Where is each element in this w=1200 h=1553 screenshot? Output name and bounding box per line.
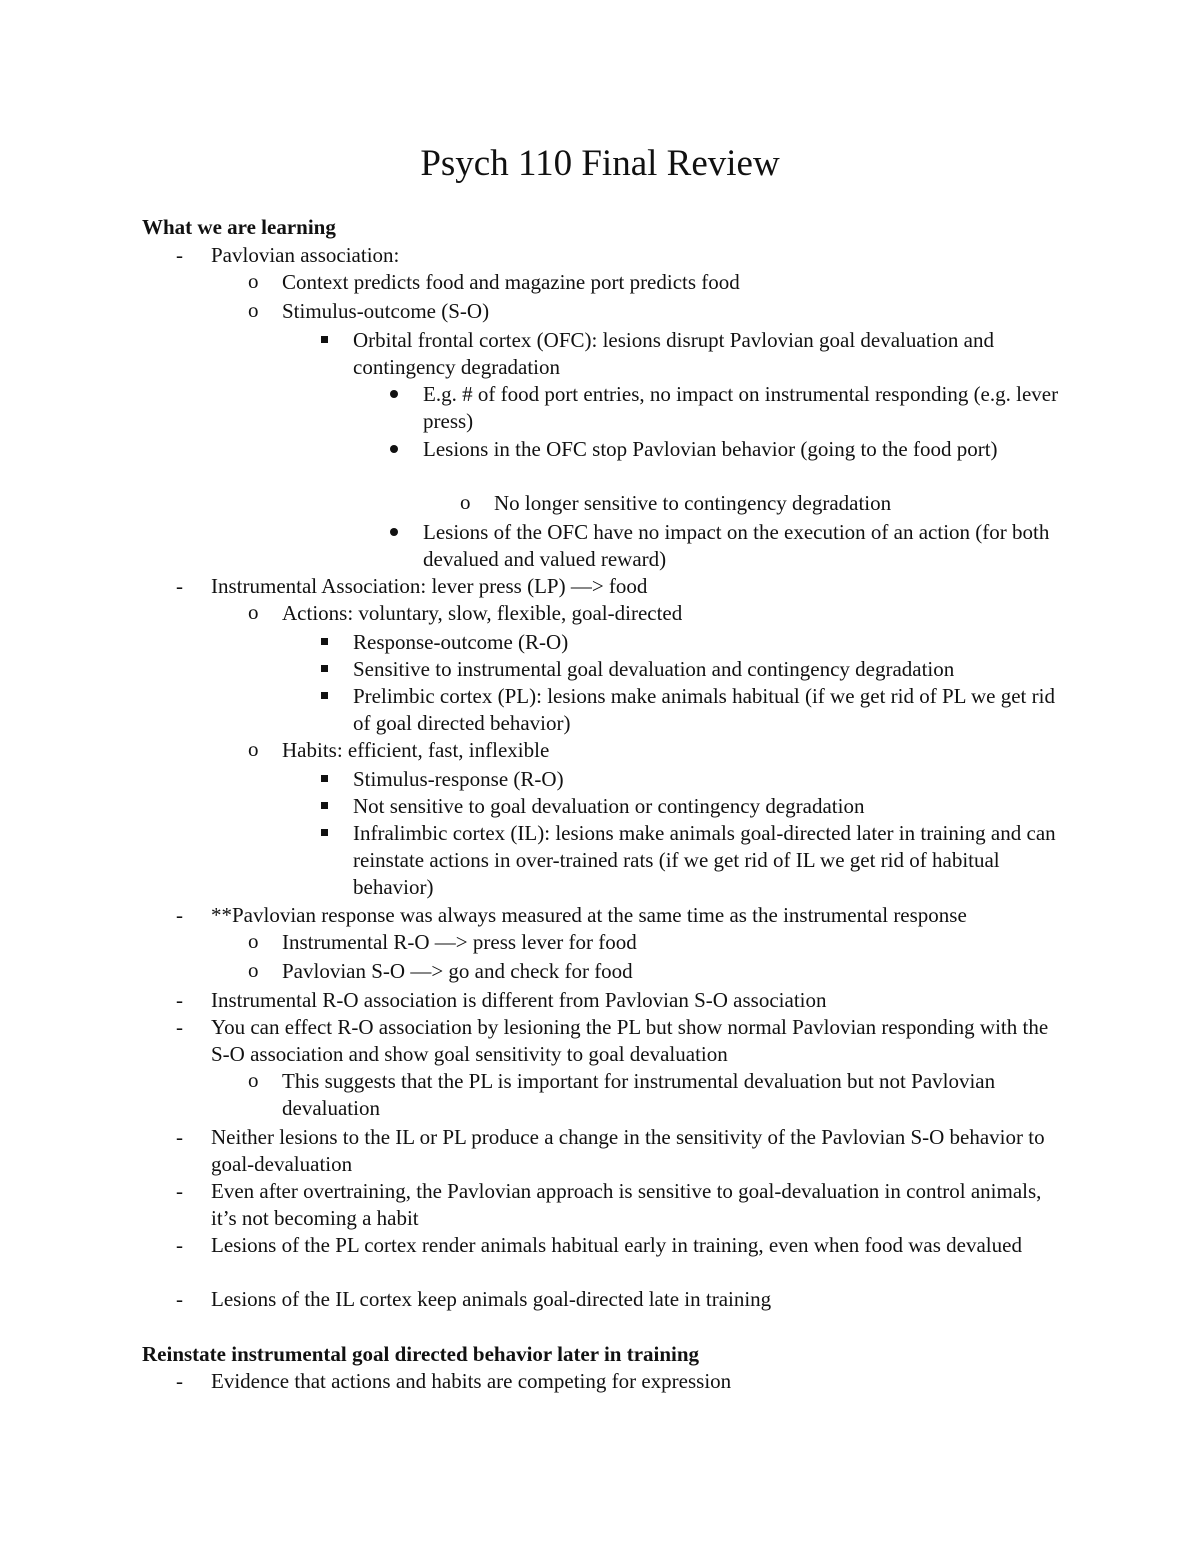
square-bullet: [321, 665, 328, 672]
list-item: - Instrumental R-O association is different from Pavlovian S-O association: [176, 988, 827, 1012]
list-item: Orbital frontal cortex (OFC): lesions disrupt Pavlovian goal devaluation and contingency degradation: [353, 327, 1071, 381]
circle-bullet: o: [248, 958, 259, 982]
list-item: Response-outcome (R-O): [353, 629, 1071, 656]
circle-bullet: o: [248, 298, 259, 322]
list-item: o Context predicts food and magazine port predicts food: [248, 269, 740, 294]
list-item: - Pavlovian association:: [176, 243, 400, 267]
list-item: - Lesions of the PL cortex render animals habitual early in training, even when food was devalued: [176, 1233, 1022, 1257]
round-bullet: [390, 445, 398, 453]
list-item: o Stimulus-outcome (S-O): [248, 298, 490, 323]
list-item: - Evidence that actions and habits are competing for expression: [176, 1369, 732, 1393]
round-bullet: [390, 528, 398, 536]
square-bullet: [321, 829, 328, 836]
circle-bullet: o: [460, 490, 471, 514]
dash-bullet: -: [176, 243, 183, 267]
dash-bullet: -: [176, 1369, 183, 1393]
square-bullet: [321, 638, 328, 645]
dash-bullet: -: [176, 1015, 183, 1039]
list-item: E.g. # of food port entries, no impact on instrumental responding (e.g. lever press): [423, 381, 1071, 435]
list-item: Not sensitive to goal devaluation or contingency degradation: [353, 793, 1071, 820]
round-bullet: [390, 390, 398, 398]
circle-bullet: o: [248, 600, 259, 624]
list-item: Stimulus-response (R-O): [353, 766, 1071, 793]
circle-bullet: o: [248, 269, 259, 293]
dash-bullet: -: [176, 1125, 183, 1149]
list-item: Lesions of the OFC have no impact on the execution of an action (for both devalued and valued reward): [423, 519, 1071, 573]
circle-bullet: o: [248, 1068, 259, 1092]
list-item: - **Pavlovian response was always measured at the same time as the instrumental response: [176, 903, 967, 927]
square-bullet: [321, 692, 328, 699]
dash-bullet: -: [176, 1233, 183, 1257]
circle-bullet: o: [248, 737, 259, 761]
list-item: o No longer sensitive to contingency degradation: [460, 490, 892, 515]
section-heading: Reinstate instrumental goal directed behavior later in training: [142, 1342, 700, 1366]
list-item: - Neither lesions to the IL or PL produce a change in the sensitivity of the Pavlovian S-O behavior to goal-devaluation: [176, 1125, 1045, 1176]
dash-bullet: -: [176, 988, 183, 1012]
list-item: Lesions in the OFC stop Pavlovian behavior (going to the food port): [423, 436, 1071, 463]
list-item: Sensitive to instrumental goal devaluation and contingency degradation: [353, 656, 1071, 683]
list-item: - You can effect R-O association by lesioning the PL but show normal Pavlovian responding with the S-O association and show goal sensitivity to goal devaluation: [176, 1015, 1049, 1066]
list-item: o Actions: voluntary, slow, flexible, goal-directed: [248, 600, 683, 625]
list-item: o Pavlovian S-O —> go and check for food: [248, 958, 633, 983]
section-heading: What we are learning: [142, 215, 336, 239]
dash-bullet: -: [176, 1179, 183, 1203]
dash-bullet: -: [176, 903, 183, 927]
square-bullet: [321, 336, 328, 343]
circle-bullet: o: [248, 929, 259, 953]
list-item: Infralimbic cortex (IL): lesions make animals goal-directed later in training and can reinstate actions in over-trained rats (if we get rid of IL we get rid of habitual behavior): [353, 820, 1071, 901]
list-item: - Lesions of the IL cortex keep animals goal-directed late in training: [176, 1287, 772, 1311]
square-bullet: [321, 775, 328, 782]
list-item: - Even after overtraining, the Pavlovian approach is sensitive to goal-devaluation in control animals, it’s not becoming a habit: [176, 1179, 1042, 1230]
dash-bullet: -: [176, 1287, 183, 1311]
square-bullet: [321, 802, 328, 809]
list-item: - Instrumental Association: lever press (LP) —> food: [176, 574, 648, 598]
page-title: Psych 110 Final Review: [420, 143, 780, 184]
list-item: o This suggests that the PL is important for instrumental devaluation but not Pavlovian devaluation: [248, 1068, 996, 1120]
dash-bullet: -: [176, 574, 183, 598]
list-item: o Instrumental R-O —> press lever for food: [248, 929, 637, 954]
list-item: Prelimbic cortex (PL): lesions make animals habitual (if we get rid of PL we get rid of goal directed behavior): [353, 683, 1071, 737]
list-item: o Habits: efficient, fast, inflexible: [248, 737, 550, 762]
